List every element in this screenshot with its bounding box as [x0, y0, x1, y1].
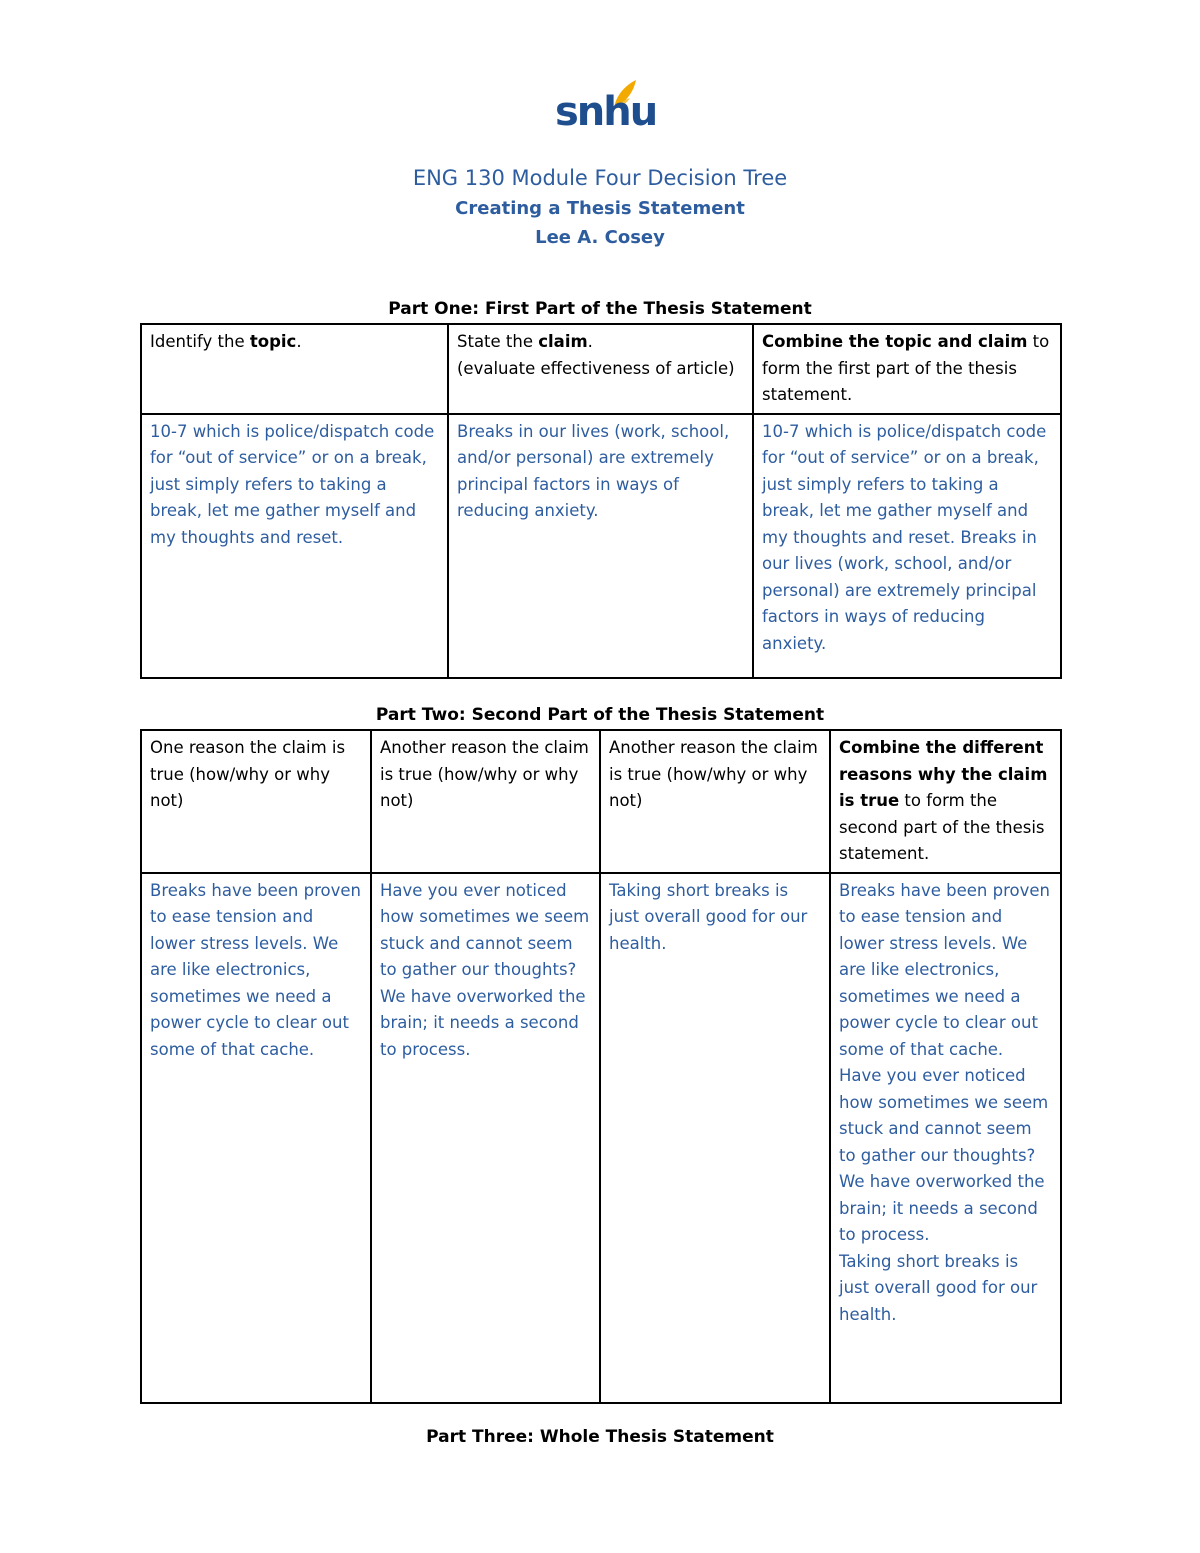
snhu-wordmark: snhu	[555, 89, 657, 135]
author-name: Lee A. Cosey	[535, 227, 665, 248]
part-two-heading: Part Two: Second Part of the Thesis Statement	[375, 705, 825, 725]
reason-three-answer-cell: Taking short breaks is just overall good for our health.	[600, 873, 830, 1403]
reason-two-answer-cell: Have you ever noticed how sometimes we seem stuck and cannot seem to gather our thoughts? We have overworked the brain; it needs a second to process.	[371, 873, 600, 1403]
part-three-heading: Part Three: Whole Thesis Statement	[426, 1427, 774, 1447]
reason-one-answer-cell: Breaks have been proven to ease tension and lower stress levels. We are like electronics, sometimes we need a power cycle to clear out some of that cache.	[141, 873, 371, 1403]
table-row	[141, 414, 1061, 678]
part-one-heading: Part One: First Part of the Thesis Statement	[388, 299, 812, 319]
reason-two-header-cell: Another reason the claim is true (how/why or why not)	[371, 730, 600, 873]
combine-header-cell: Combine the topic and claim to form the first part of the thesis statement.	[753, 324, 1061, 414]
table-row	[141, 873, 1061, 1403]
snhu-logo	[554, 78, 657, 136]
combine-answer-cell: 10-7 which is police/dispatch code for “out of service” or on a break, just simply refers to taking a break, let me gather myself and my thoughts and reset. Breaks in our lives (work, school, and/or personal) are extremely principal factors in ways of reducing anxiety.	[753, 414, 1061, 678]
reason-one-header-cell: One reason the claim is true (how/why or why not)	[141, 730, 371, 873]
topic-answer-cell: 10-7 which is police/dispatch code for “out of service” or on a break, just simply refers to taking a break, let me gather myself and my thoughts and reset.	[141, 414, 448, 678]
table-header-row	[141, 324, 1061, 414]
part-two-table	[140, 729, 1062, 1404]
table-header-row	[141, 730, 1061, 873]
combine-reasons-header-cell: Combine the different reasons why the claim is true to form the second part of the thesis statement.	[830, 730, 1061, 873]
claim-header-cell: State the claim. (evaluate effectiveness of article)	[448, 324, 753, 414]
combine-reasons-answer-cell: Breaks have been proven to ease tension and lower stress levels. We are like electronics, sometimes we need a power cycle to clear out some of that cache. Have you ever noticed how sometimes we seem stuck and cannot seem to gather our thoughts? We have overworked the brain; it needs a second to process. Taking short breaks is just overall good for our health.	[830, 873, 1061, 1403]
reason-three-header-cell: Another reason the claim is true (how/why or why not)	[600, 730, 830, 873]
document-subtitle: Creating a Thesis Statement	[455, 198, 745, 219]
topic-header-cell: Identify the topic.	[141, 324, 448, 414]
document-title: ENG 130 Module Four Decision Tree	[412, 166, 788, 190]
part-one-table	[140, 323, 1062, 679]
claim-answer-cell: Breaks in our lives (work, school, and/or personal) are extremely principal factors in ways of reducing anxiety.	[448, 414, 753, 678]
